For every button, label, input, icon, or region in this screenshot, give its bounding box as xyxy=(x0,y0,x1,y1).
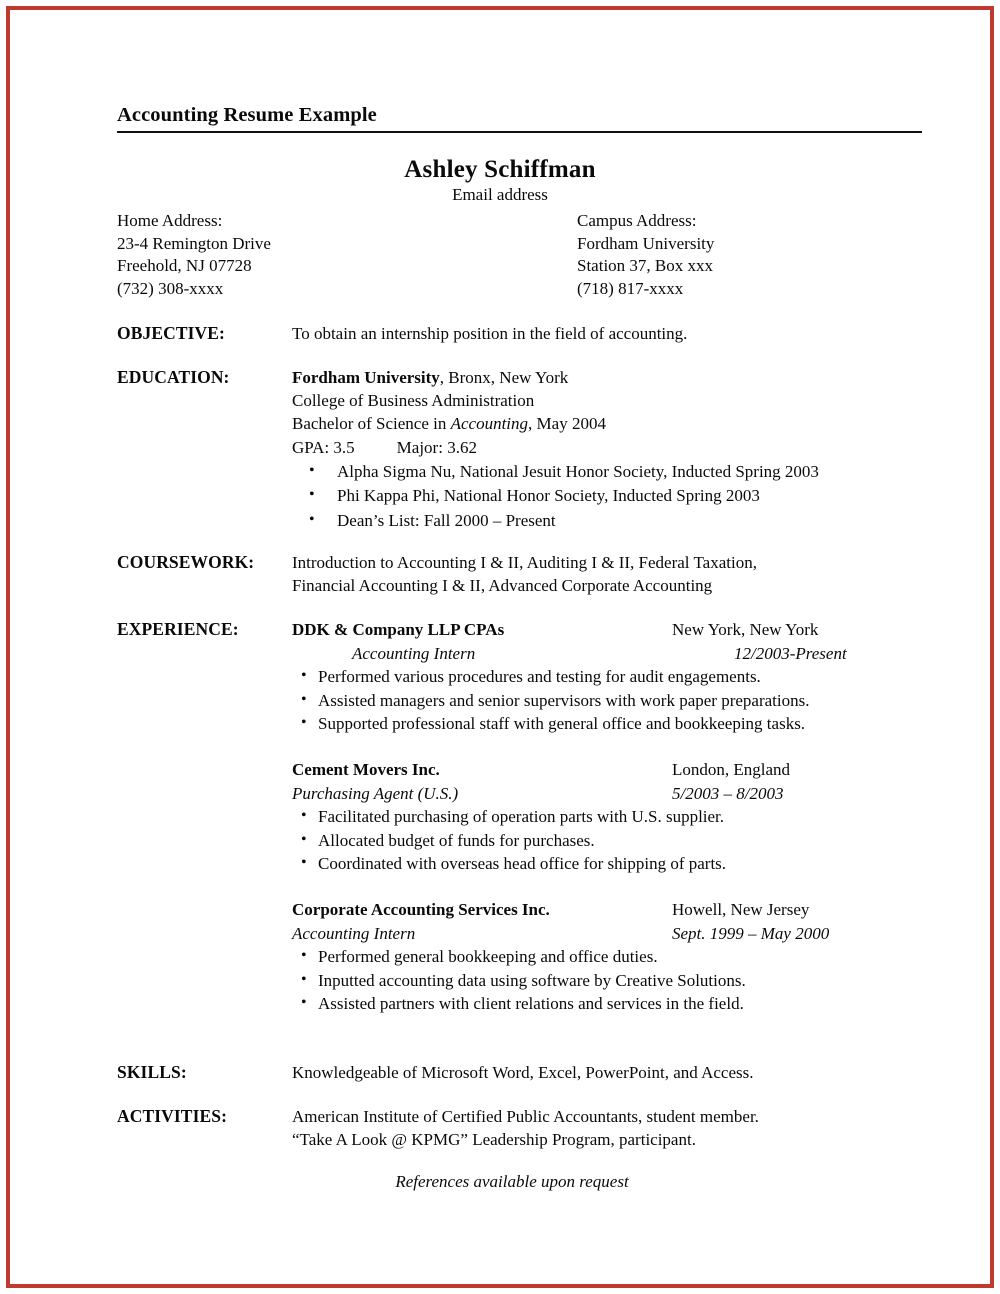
address-row xyxy=(117,233,907,256)
job-organization: Cement Movers Inc. xyxy=(292,759,440,779)
experience-label: EXPERIENCE: xyxy=(117,619,239,639)
list-item: • Allocated budget of funds for purchases. xyxy=(292,829,922,853)
job-subheader xyxy=(292,642,922,666)
education-school: Fordham University xyxy=(292,368,440,387)
objective-text: To obtain an internship position in the field of accounting. xyxy=(292,324,688,343)
education-major-gpa: Major: 3.62 xyxy=(396,437,477,457)
campus-address-label: Campus Address: xyxy=(577,211,697,230)
activities-body xyxy=(292,1105,922,1151)
education-school-line xyxy=(292,366,922,389)
candidate-email: Email address xyxy=(452,185,548,204)
address-block xyxy=(117,210,907,300)
skills-text: Knowledgeable of Microsoft Word, Excel, PowerPoint, and Access. xyxy=(292,1063,754,1082)
address-row xyxy=(117,210,907,233)
job-location: London, England xyxy=(672,759,791,779)
coursework-label: COURSEWORK: xyxy=(117,552,255,572)
experience-entry xyxy=(292,618,922,736)
job-dates: 12/2003-Present xyxy=(734,643,847,663)
skills-label: SKILLS: xyxy=(117,1062,187,1082)
job-header xyxy=(292,618,922,642)
section-activities xyxy=(117,1105,922,1151)
objective-label: OBJECTIVE: xyxy=(117,323,225,343)
coursework-line-2: Financial Accounting I & II, Advanced Corporate Accounting xyxy=(292,576,713,596)
job-bullets xyxy=(292,665,922,736)
education-label: EDUCATION: xyxy=(117,367,230,387)
title-divider xyxy=(117,131,922,133)
home-phone: (732) 308-xxxx xyxy=(117,278,224,298)
education-degree-suffix: , May 2004 xyxy=(528,414,606,434)
job-organization: DDK & Company LLP CPAs xyxy=(292,620,505,639)
education-degree-prefix: Bachelor of Science in xyxy=(292,414,451,434)
activities-line-2: “Take A Look @ KPMG” Leadership Program, participant. xyxy=(292,1130,696,1150)
campus-phone: (718) 817-xxxx xyxy=(577,278,684,298)
education-school-location: , Bronx, New York xyxy=(439,368,569,387)
experience-entry xyxy=(292,898,922,1016)
job-subheader xyxy=(292,922,922,946)
activities-line-1: American Institute of Certified Public Accountants, student member. xyxy=(292,1107,759,1126)
home-address-line1: 23-4 Remington Drive xyxy=(117,233,271,253)
list-item: • Performed various procedures and testing for audit engagements. xyxy=(292,665,922,689)
page-title: Accounting Resume Example xyxy=(117,104,377,126)
home-address-label: Home Address: xyxy=(117,211,223,230)
name-header xyxy=(117,156,883,205)
list-item: • Assisted managers and senior supervisors with work paper preparations. xyxy=(292,689,922,713)
education-gpa: GPA: 3.5 xyxy=(292,437,355,457)
address-row xyxy=(117,255,907,278)
job-bullets xyxy=(292,805,922,876)
section-skills xyxy=(117,1061,922,1084)
job-title: Accounting Intern xyxy=(292,923,416,943)
education-degree-line xyxy=(292,412,922,435)
campus-address-line2: Station 37, Box xxx xyxy=(577,256,714,276)
education-body xyxy=(292,366,922,533)
job-location: New York, New York xyxy=(672,620,819,639)
address-row xyxy=(117,278,907,301)
job-location: Howell, New Jersey xyxy=(672,899,810,919)
home-address-line2: Freehold, NJ 07728 xyxy=(117,256,252,276)
spacer xyxy=(292,876,922,898)
candidate-name: Ashley Schiffman xyxy=(404,156,596,183)
list-item: • Alpha Sigma Nu, National Jesuit Honor Society, Inducted Spring 2003 xyxy=(301,460,922,484)
job-subheader xyxy=(292,782,922,806)
activities-label: ACTIVITIES: xyxy=(117,1106,228,1126)
list-item: • Phi Kappa Phi, National Honor Society, Inducted Spring 2003 xyxy=(301,484,922,508)
list-item: • Facilitated purchasing of operation parts with U.S. supplier. xyxy=(292,805,922,829)
list-item: • Dean’s List: Fall 2000 – Present xyxy=(301,509,922,533)
objective-body xyxy=(292,322,922,345)
education-gpa-line xyxy=(292,436,922,459)
section-objective xyxy=(117,322,922,345)
experience-body xyxy=(292,618,922,1016)
job-title: Purchasing Agent (U.S.) xyxy=(292,783,459,803)
section-experience xyxy=(117,618,922,1016)
coursework-line-1: Introduction to Accounting I & II, Auditing I & II, Federal Taxation, xyxy=(292,553,757,572)
education-honors-list xyxy=(292,460,922,533)
experience-entry xyxy=(292,758,922,876)
job-dates: 5/2003 – 8/2003 xyxy=(672,783,784,803)
section-coursework xyxy=(117,551,922,597)
list-item: • Inputted accounting data using software by Creative Solutions. xyxy=(292,969,922,993)
spacer xyxy=(292,736,922,758)
job-organization: Corporate Accounting Services Inc. xyxy=(292,899,550,919)
coursework-body xyxy=(292,551,922,597)
list-item: • Supported professional staff with general office and bookkeeping tasks. xyxy=(292,712,922,736)
document-title-block xyxy=(117,105,922,133)
campus-address-line1: Fordham University xyxy=(577,233,715,253)
education-college: College of Business Administration xyxy=(292,391,535,411)
job-bullets xyxy=(292,945,922,1016)
references-note: References available upon request xyxy=(395,1172,629,1191)
section-education xyxy=(117,366,922,533)
list-item: • Performed general bookkeeping and office duties. xyxy=(292,945,922,969)
list-item: • Coordinated with overseas head office for shipping of parts. xyxy=(292,852,922,876)
job-title: Accounting Intern xyxy=(352,643,476,663)
education-degree-major: Accounting xyxy=(450,414,529,434)
job-header xyxy=(292,898,922,922)
list-item: • Assisted partners with client relations and services in the field. xyxy=(292,992,922,1016)
skills-body xyxy=(292,1061,922,1084)
job-dates: Sept. 1999 – May 2000 xyxy=(672,923,830,943)
job-header xyxy=(292,758,922,782)
